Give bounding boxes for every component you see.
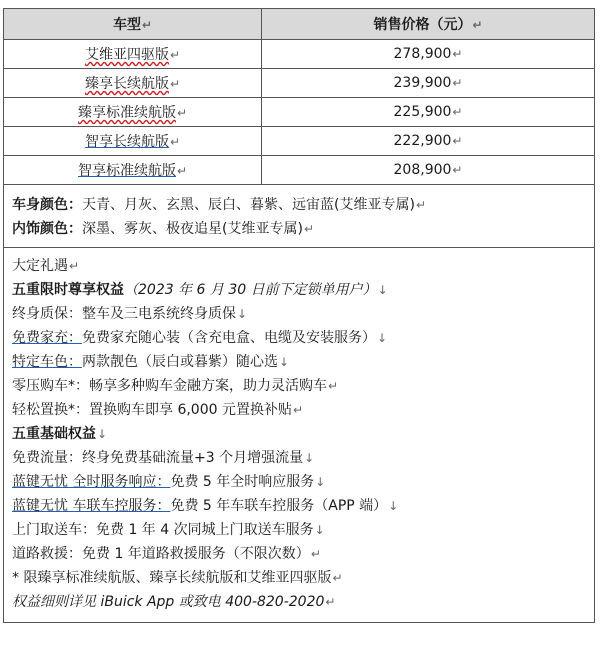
list-item: 零压购车*：畅享多种购车金融方案，助力灵活购车↵	[12, 378, 339, 394]
color-section	[4, 185, 594, 247]
cell-model: 臻享标准续航版↵	[4, 98, 262, 127]
gifts-section	[4, 247, 594, 622]
cell-model: 智享标准续航版↵	[4, 156, 262, 185]
info-box	[3, 185, 595, 623]
section2-title: 五重基础权益↓	[12, 426, 108, 442]
list-item: 免费流量：终身免费基础流量+3 个月增强流量↓	[12, 450, 315, 466]
table-row	[4, 98, 595, 127]
interior-color-line: 内饰颜色：深墨、雾灰、极夜追星(艾维亚专属)↵	[12, 221, 314, 237]
list-item: 上门取送车：免费 1 年 4 次同城上门取送车服务↓	[12, 522, 325, 538]
table-row	[4, 156, 595, 185]
header-model: 车型↵	[4, 9, 262, 40]
document-page	[3, 8, 595, 623]
cell-model: 艾维亚四驱版↵	[4, 40, 262, 69]
section1-title: 五重限时尊享权益（2023 年 6 月 30 日前下定锁单用户）↓	[12, 282, 388, 298]
body-color-line: 车身颜色：天青、月灰、玄黑、辰白、暮紫、远宙蓝(艾维亚专属)↵	[12, 197, 426, 213]
cell-model: 臻享长续航版↵	[4, 69, 262, 98]
list-item: 特定车色：两款靓色（辰白或暮紫）随心选↓	[12, 354, 290, 370]
table-header-row	[4, 9, 595, 40]
table-row	[4, 40, 595, 69]
cell-price: 239,900↵	[262, 69, 595, 98]
table-row	[4, 69, 595, 98]
footnote: * 限臻享标准续航版、臻享长续航版和艾维亚四驱版↵	[12, 570, 343, 586]
list-item: 轻松置换*：置换购车即享 6,000 元置换补贴↵	[12, 402, 304, 418]
list-item: 终身质保：整车及三电系统终身质保↓	[12, 306, 248, 322]
list-item: 蓝键无忧 车联车控服务：免费 5 年车联车控服务（APP 端）↓	[12, 498, 399, 514]
list-item: 道路救援：免费 1 年道路救援服务（不限次数）↵	[12, 546, 321, 562]
cell-price: 225,900↵	[262, 98, 595, 127]
cell-price: 222,900↵	[262, 127, 595, 156]
list-item: 蓝键无忧 全时服务响应：免费 5 年全时响应服务↓	[12, 474, 326, 490]
table-row	[4, 127, 595, 156]
contact-line: 权益细则详见 iBuick App 或致电 400-820-2020↵	[12, 594, 336, 610]
cell-price: 278,900↵	[262, 40, 595, 69]
list-item: 免费家充：免费家充随心装（含充电盒、电缆及安装服务）↓	[12, 330, 388, 346]
header-price: 销售价格（元）↵	[262, 9, 595, 40]
gifts-title: 大定礼遇↵	[12, 258, 80, 274]
price-table	[3, 8, 595, 185]
cell-price: 208,900↵	[262, 156, 595, 185]
cell-model: 智享长续航版↵	[4, 127, 262, 156]
